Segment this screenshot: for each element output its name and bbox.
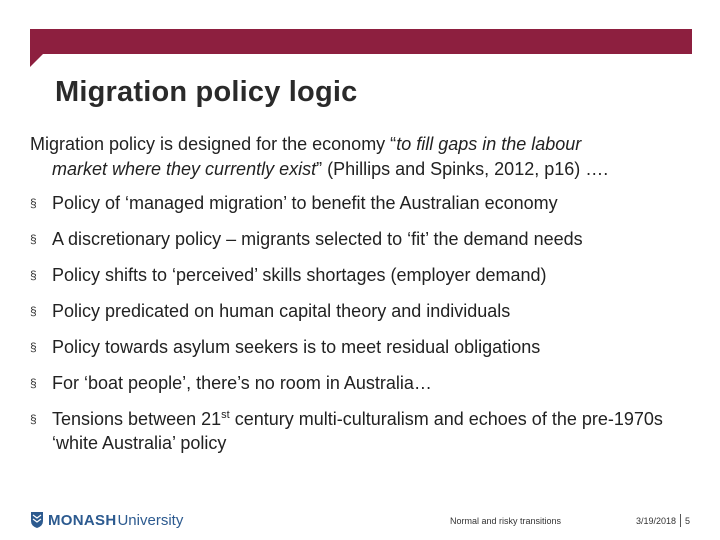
intro-line-2: [30, 157, 690, 182]
bullet-text: Policy predicated on human capital theory and individuals: [52, 301, 511, 321]
monash-logo: [30, 508, 183, 532]
bullet-marker: §: [30, 304, 37, 318]
bullet-list: [30, 191, 700, 467]
slide-title: Migration policy logic: [55, 76, 358, 108]
footer-date: 3/19/2018: [636, 516, 677, 526]
bullet-text: Policy shifts to ‘perceived’ skills shortages (employer demand): [52, 265, 547, 285]
footer-title: Normal and risky transitions: [450, 516, 562, 526]
bullet-text: Policy of ‘managed migration’ to benefit the Australian economy: [52, 193, 558, 213]
footer-divider: [680, 514, 681, 527]
header-banner: [30, 29, 692, 54]
intro-quote-part-2: market where they currently exist: [52, 159, 317, 179]
bullet-marker: §: [30, 376, 37, 390]
intro-quote-part-1: to fill gaps in the labour: [396, 134, 582, 154]
intro-line-1: [30, 132, 690, 157]
bullet-item: [30, 191, 700, 215]
bullet-item: [30, 407, 700, 455]
bullet-text-prefix: Tensions between 21: [52, 409, 222, 429]
intro-suffix: ” (Phillips and Spinks, 2012, p16) ….: [316, 159, 609, 179]
crest-icon: [30, 511, 44, 529]
bullet-item: [30, 263, 700, 287]
bullet-text: A discretionary policy – migrants selected to ‘fit’ the demand needs: [52, 229, 583, 249]
bullet-item: [30, 335, 700, 359]
logo-university: University: [117, 511, 184, 529]
ordinal-superscript: st: [221, 409, 230, 421]
page-number: 5: [685, 516, 691, 526]
bullet-marker: §: [30, 196, 37, 210]
banner-notch: [30, 54, 43, 67]
bullet-item: [30, 299, 700, 323]
bullet-item: [30, 371, 700, 395]
logo-brand: MONASH: [48, 511, 117, 529]
bullet-text-suffix: century multi-culturalism and echoes of the pre-1970s ‘white Australia’ policy: [52, 409, 663, 453]
bullet-marker: §: [30, 232, 37, 246]
intro-paragraph: [30, 132, 690, 182]
intro-prefix: Migration policy is designed for the economy “: [30, 134, 397, 154]
bullet-marker: §: [30, 268, 37, 282]
bullet-marker: §: [30, 340, 37, 354]
bullet-text: For ‘boat people’, there’s no room in Australia…: [52, 373, 432, 393]
bullet-text: Policy towards asylum seekers is to meet residual obligations: [52, 337, 541, 357]
bullet-item: [30, 227, 700, 251]
bullet-marker: §: [30, 412, 37, 426]
